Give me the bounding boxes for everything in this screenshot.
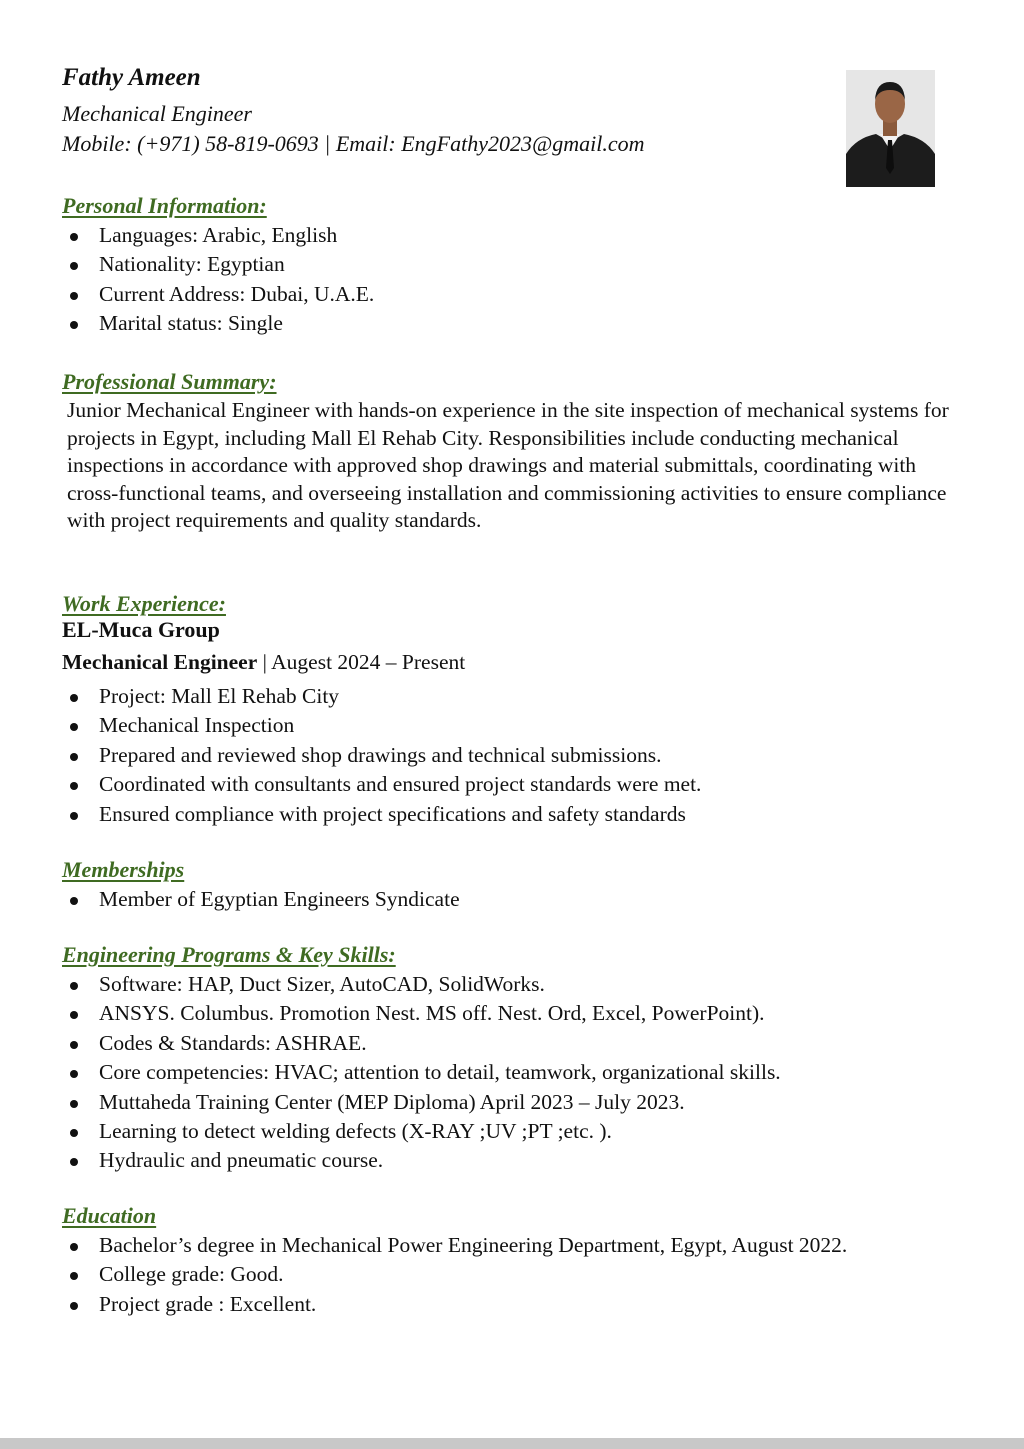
contact-line: Mobile: (+971) 58-819-0693 | Email: EngFathy2023@gmail.com [62, 131, 645, 156]
skills-heading: Engineering Programs & Key Skills: [62, 942, 396, 967]
candidate-name: Fathy Ameen [62, 64, 201, 91]
list-item: ANSYS. Columbus. Promotion Nest. MS off. Nest. Ord, Excel, PowerPoint). [62, 999, 781, 1028]
personal-information-heading: Personal Information: [62, 193, 267, 218]
list-item: Software: HAP, Duct Sizer, AutoCAD, SolidWorks. [62, 970, 781, 999]
list-item: Current Address: Dubai, U.A.E. [62, 280, 374, 309]
person-portrait-icon [846, 70, 935, 187]
job-line [62, 650, 465, 675]
list-item: Codes & Standards: ASHRAE. [62, 1029, 781, 1058]
education-heading: Education [62, 1203, 157, 1228]
memberships-heading: Memberships [62, 857, 185, 882]
work-experience-list [62, 682, 701, 829]
list-item: Project: Mall El Rehab City [62, 682, 701, 711]
list-item: Project grade : Excellent. [62, 1290, 847, 1319]
list-item: Member of Egyptian Engineers Syndicate [62, 885, 460, 914]
list-item: Learning to detect welding defects (X-RAY ;UV ;PT ;etc. ). [62, 1117, 781, 1146]
job-position: Mechanical Engineer [62, 650, 258, 674]
list-item: Coordinated with consultants and ensured project standards were met. [62, 770, 701, 799]
education-list [62, 1231, 847, 1319]
professional-summary-text: Junior Mechanical Engineer with hands-on experience in the site inspection of mechanical systems for projects in Egypt, including Mall El Rehab City. Responsibilities include conducting mechanical inspections in accordance with approved shop drawings and material submittals, coordinating with cross-functional teams, and overseeing installation and commissioning activities to ensure compliance with project requirements and quality standards. [67, 398, 949, 532]
list-item: Nationality: Egyptian [62, 250, 374, 279]
job-period: | Augest 2024 – Present [257, 650, 466, 674]
list-item: Mechanical Inspection [62, 711, 701, 740]
personal-information-list [62, 221, 374, 339]
list-item: Bachelor’s degree in Mechanical Power Engineering Department, Egypt, August 2022. [62, 1231, 847, 1260]
skills-list [62, 970, 781, 1176]
list-item: Muttaheda Training Center (MEP Diploma) April 2023 – July 2023. [62, 1088, 781, 1117]
list-item: Hydraulic and pneumatic course. [62, 1146, 781, 1175]
list-item: Marital status: Single [62, 309, 374, 338]
list-item: Core competencies: HVAC; attention to detail, teamwork, organizational skills. [62, 1058, 781, 1087]
professional-summary-heading: Professional Summary: [62, 369, 277, 394]
company-name: EL-Muca Group [62, 617, 220, 642]
profile-photo [846, 70, 935, 187]
list-item: Ensured compliance with project specifications and safety standards [62, 800, 701, 829]
candidate-role: Mechanical Engineer [62, 101, 252, 126]
list-item: Languages: Arabic, English [62, 221, 374, 250]
bottom-bar [0, 1438, 1024, 1449]
list-item: Prepared and reviewed shop drawings and technical submissions. [62, 741, 701, 770]
work-experience-heading: Work Experience: [62, 591, 226, 616]
memberships-list [62, 885, 460, 914]
list-item: College grade: Good. [62, 1260, 847, 1289]
